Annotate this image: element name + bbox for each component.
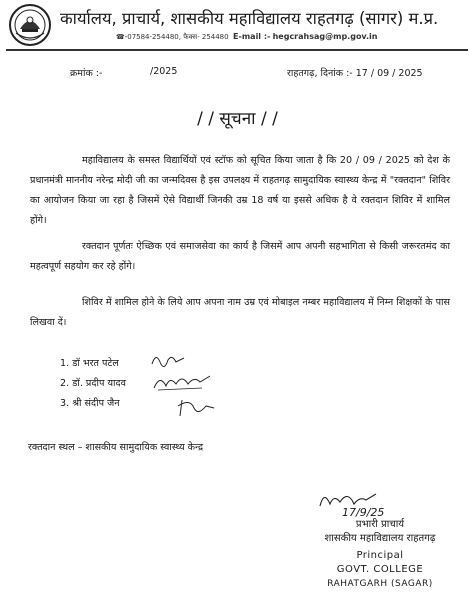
notice-paragraph-2 <box>30 237 450 277</box>
teacher-item: 1. डॉ भरत पटेल <box>60 358 119 369</box>
camp-venue: रक्तदान स्थल – शासकीय सामुदायिक स्वास्थ्य केन्द्र <box>28 442 204 453</box>
signature-date: 17/9/25 <box>342 506 385 519</box>
teacher-2-signature <box>152 370 214 394</box>
notice-paragraph-3 <box>30 293 450 333</box>
teacher-list <box>60 354 126 414</box>
phone-fax: ☎-07584-254480, फैक्स- 254480 <box>116 33 229 41</box>
email-address: hegcrahsag@mp.gov.in <box>272 32 378 41</box>
header-divider <box>6 49 468 51</box>
office-header-title: कार्यालय, प्राचार्य, शासकीय महाविद्यालय राहतगढ़ (सागर) म.प्र. <box>60 9 439 28</box>
stamp-location: RAHATGARH (SAGAR) <box>327 579 433 589</box>
teacher-1-signature <box>150 350 186 370</box>
reference-number-label: क्रमांक :- <box>70 68 103 79</box>
teacher-item: 3. श्री संदीप जैन <box>60 398 120 409</box>
office-contact-line <box>116 32 377 42</box>
college-logo-emblem <box>8 3 52 47</box>
stamp-principal: Principal <box>356 550 404 561</box>
notice-paragraph-1 <box>30 151 450 231</box>
principal-designation: प्रभारी प्राचार्य <box>355 519 405 530</box>
reference-number-year: /2025 <box>150 66 178 77</box>
principal-signature-block <box>290 518 470 591</box>
email-label: E-mail :- <box>233 32 271 41</box>
notice-heading: / / सूचना / / <box>197 109 278 129</box>
teacher-item: 2. डॉ. प्रदीप यादव <box>60 378 126 389</box>
place-and-date: राहतगढ़, दिनांक :- 17 / 09 / 2025 <box>287 68 423 79</box>
principal-institution: शासकीय महाविद्यालय राहतगढ़ <box>324 533 436 544</box>
stamp-college: GOVT. COLLEGE <box>336 564 424 575</box>
notice-paragraph-2-text: रक्तदान पूर्णतः ऐच्छिक एवं समाजसेवा का कार्य है जिसमें आप अपनी सहभागिता से किसी जरूरतमंद का महत्वपूर्ण सहयोग कर रहे होंगे। <box>30 241 450 272</box>
notice-paragraph-1-text: महाविद्यालय के समस्त विद्यार्थियों एवं स्टॉफ को सूचित किया जाता है कि 20 / 09 / 2025 को देश के प्रधानमंत्री माननीय नरेन्द्र मोदी जी का जन्मदिवस है इस उपलक्ष्य में राहतगढ़ सामुदायिक स्वास्थ्य केन्द्र में "रक्तदान" शिविर का आयोजन किया जा रहा है जिसमें ऐसे विद्यार्थी जिनकी उम्र 18 वर्ष या इससे अधिक है वे रक्तदान शिविर में शामिल होंगे। <box>30 155 450 226</box>
teacher-3-signature <box>176 396 216 420</box>
notice-paragraph-3-text: शिविर में शामिल होने के लिये आप अपना नाम उम्र एवं मोबाइल नम्बर महाविद्यालय में निम्न शिक्षकों के पास लिखवा दें। <box>30 297 450 328</box>
